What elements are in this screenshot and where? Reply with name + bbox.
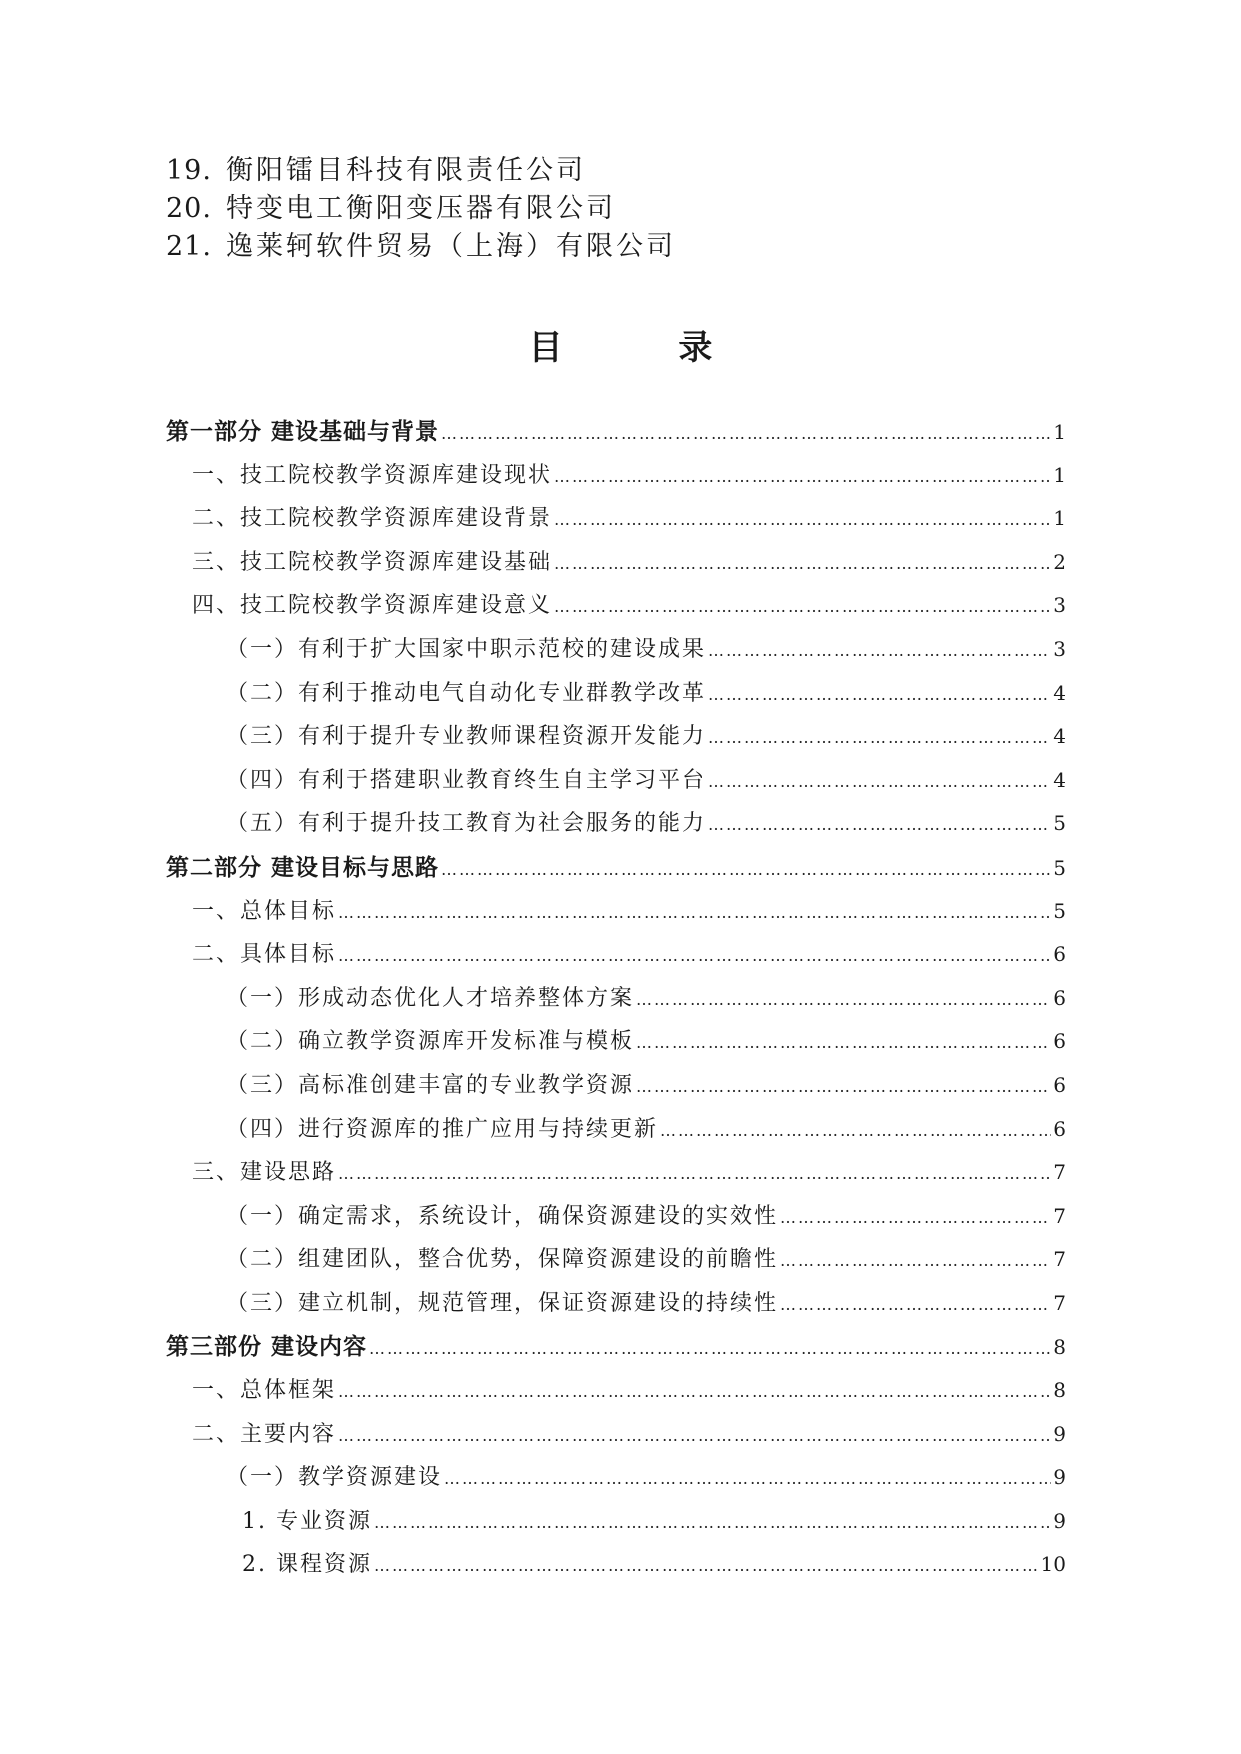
toc-page-number: 9	[1053, 1508, 1066, 1533]
toc-leader-dots	[338, 1152, 1051, 1196]
toc-entry[interactable]	[166, 1238, 1066, 1282]
toc-entry[interactable]	[166, 1325, 1066, 1369]
toc-page-number: 1	[1053, 462, 1066, 487]
toc-entry[interactable]	[166, 1064, 1066, 1108]
toc-entry[interactable]	[166, 759, 1066, 803]
toc-entry[interactable]	[166, 1020, 1066, 1064]
toc-leader-dots	[441, 848, 1051, 892]
toc-entry[interactable]	[166, 584, 1066, 628]
toc-entry-label: （一）教学资源建设	[226, 1465, 443, 1491]
toc-entry[interactable]	[166, 1195, 1066, 1239]
toc-leader-dots	[780, 1283, 1051, 1327]
toc-entry[interactable]	[166, 410, 1066, 454]
toc-page-number: 6	[1053, 1072, 1066, 1097]
toc-entry[interactable]	[166, 1543, 1066, 1587]
toc-entry[interactable]	[166, 802, 1066, 846]
toc-leader-dots	[780, 1239, 1051, 1283]
company-item	[166, 190, 676, 228]
toc-leader-dots	[636, 978, 1051, 1022]
toc-page-number: 4	[1053, 767, 1066, 792]
toc-entry-label: （五）有利于提升技工教育为社会服务的能力	[226, 811, 707, 837]
toc-page-number: 10	[1040, 1552, 1066, 1577]
toc-page-number: 6	[1053, 985, 1066, 1010]
toc-entry-label: 1. 专业资源	[242, 1508, 372, 1534]
toc-leader-dots	[338, 1370, 1051, 1414]
table-of-contents	[166, 410, 1066, 1587]
toc-leader-dots	[554, 498, 1051, 542]
toc-entry[interactable]	[166, 846, 1066, 890]
toc-page-number: 8	[1053, 1335, 1066, 1360]
toc-leader-dots	[554, 585, 1051, 629]
company-name: 特变电工衡阳变压器有限公司	[226, 193, 616, 224]
toc-entry[interactable]	[166, 933, 1066, 977]
company-number: 20.	[166, 193, 212, 224]
toc-leader-dots	[554, 455, 1051, 499]
toc-entry-label: 二、主要内容	[192, 1421, 337, 1447]
toc-title: 目 录	[528, 328, 765, 368]
toc-entry-label: （三）高标准创建丰富的专业教学资源	[226, 1072, 635, 1098]
toc-page-number: 5	[1053, 898, 1066, 923]
toc-page-number: 4	[1053, 680, 1066, 705]
toc-page-number: 6	[1053, 1029, 1066, 1054]
company-number: 19.	[166, 155, 212, 186]
toc-entry[interactable]	[166, 1456, 1066, 1500]
company-name: 衡阳镭目科技有限责任公司	[226, 155, 586, 186]
toc-leader-dots	[708, 716, 1051, 760]
toc-entry-label: （三）建立机制，规范管理，保证资源建设的持续性	[226, 1290, 779, 1316]
toc-entry-label: （一）形成动态优化人才培养整体方案	[226, 985, 635, 1011]
toc-entry-label: 二、技工院校教学资源库建设背景	[192, 506, 553, 532]
toc-entry-label: （一）有利于扩大国家中职示范校的建设成果	[226, 636, 707, 662]
toc-entry[interactable]	[166, 628, 1066, 672]
toc-entry-label: 三、技工院校教学资源库建设基础	[192, 549, 553, 575]
toc-leader-dots	[441, 412, 1051, 456]
toc-entry[interactable]	[166, 977, 1066, 1021]
toc-leader-dots	[780, 1196, 1051, 1240]
toc-leader-dots	[660, 1109, 1051, 1153]
toc-entry-label: 一、总体框架	[192, 1378, 337, 1404]
toc-entry[interactable]	[166, 497, 1066, 541]
toc-leader-dots	[369, 1327, 1051, 1371]
toc-entry-label: 二、具体目标	[192, 942, 337, 968]
toc-entry[interactable]	[166, 672, 1066, 716]
toc-page-number: 6	[1053, 942, 1066, 967]
toc-leader-dots	[338, 891, 1051, 935]
toc-entry[interactable]	[166, 1500, 1066, 1544]
toc-leader-dots	[708, 803, 1051, 847]
toc-entry[interactable]	[166, 1108, 1066, 1152]
toc-page-number: 2	[1053, 549, 1066, 574]
toc-leader-dots	[444, 1457, 1051, 1501]
toc-entry-label: 2. 课程资源	[242, 1552, 372, 1578]
toc-entry-label: （二）确立教学资源库开发标准与模板	[226, 1029, 635, 1055]
toc-entry-label: 三、建设思路	[192, 1160, 337, 1186]
toc-entry-label: （二）组建团队，整合优势，保障资源建设的前瞻性	[226, 1247, 779, 1273]
toc-page-number: 7	[1053, 1290, 1066, 1315]
toc-leader-dots	[338, 934, 1051, 978]
toc-leader-dots	[636, 1065, 1051, 1109]
company-number: 21.	[166, 231, 212, 262]
toc-entry-label: （一）确定需求，系统设计，确保资源建设的实效性	[226, 1203, 779, 1229]
toc-page-number: 9	[1053, 1465, 1066, 1490]
toc-entry[interactable]	[166, 1151, 1066, 1195]
toc-leader-dots	[636, 1021, 1051, 1065]
toc-entry-label: （四）有利于搭建职业教育终生自主学习平台	[226, 767, 707, 793]
toc-page-number: 3	[1053, 593, 1066, 618]
toc-leader-dots	[374, 1544, 1039, 1588]
toc-entry[interactable]	[166, 541, 1066, 585]
toc-entry[interactable]	[166, 1413, 1066, 1457]
toc-leader-dots	[374, 1501, 1051, 1545]
toc-entry[interactable]	[166, 1369, 1066, 1413]
company-name: 逸莱轲软件贸易（上海）有限公司	[226, 231, 676, 262]
toc-page-number: 5	[1053, 811, 1066, 836]
toc-page-number: 4	[1053, 724, 1066, 749]
toc-leader-dots	[708, 760, 1051, 804]
company-item	[166, 152, 676, 190]
toc-entry[interactable]	[166, 1282, 1066, 1326]
toc-leader-dots	[338, 1414, 1051, 1458]
toc-page-number: 6	[1053, 1116, 1066, 1141]
toc-page-number: 5	[1053, 855, 1066, 880]
toc-leader-dots	[708, 673, 1051, 717]
toc-page-number: 1	[1053, 420, 1066, 444]
toc-entry[interactable]	[166, 715, 1066, 759]
company-list	[166, 152, 676, 266]
toc-page-number: 7	[1053, 1247, 1066, 1272]
toc-page-number: 7	[1053, 1160, 1066, 1185]
toc-entry-label: （二）有利于推动电气自动化专业群教学改革	[226, 680, 707, 706]
toc-entry-label: （三）有利于提升专业教师课程资源开发能力	[226, 724, 707, 750]
toc-entry[interactable]	[166, 890, 1066, 934]
toc-entry-label: （四）进行资源库的推广应用与持续更新	[226, 1116, 659, 1142]
toc-entry-label: 第二部分 建设目标与思路	[166, 853, 440, 881]
toc-entry-label: 四、技工院校教学资源库建设意义	[192, 593, 553, 619]
toc-page-number: 3	[1053, 636, 1066, 661]
company-item	[166, 228, 676, 266]
toc-leader-dots	[554, 542, 1051, 586]
toc-entry-label: 第一部分 建设基础与背景	[166, 418, 440, 445]
toc-page-number: 9	[1053, 1421, 1066, 1446]
toc-page-number: 1	[1053, 506, 1066, 531]
toc-page-number: 7	[1053, 1203, 1066, 1228]
toc-entry-label: 第三部份 建设内容	[166, 1333, 368, 1361]
toc-leader-dots	[708, 629, 1051, 673]
toc-entry[interactable]	[166, 454, 1066, 498]
toc-entry-label: 一、总体目标	[192, 898, 337, 924]
toc-page-number: 8	[1053, 1378, 1066, 1403]
toc-entry-label: 一、技工院校教学资源库建设现状	[192, 462, 553, 488]
